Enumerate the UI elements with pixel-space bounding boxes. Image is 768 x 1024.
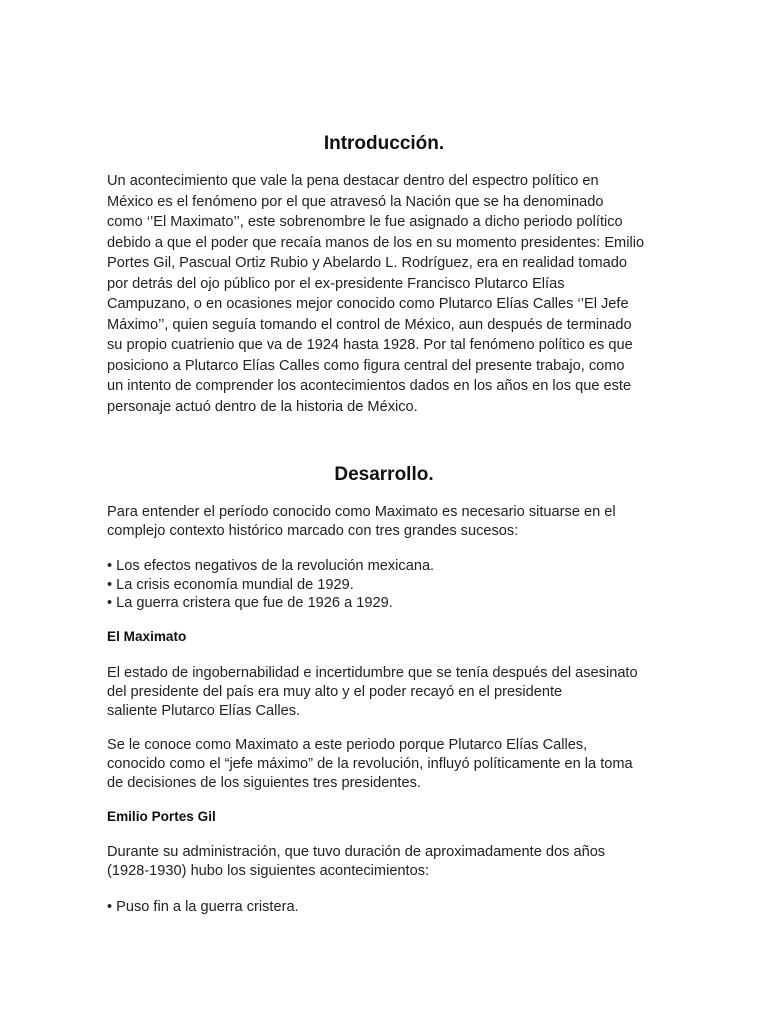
maximato-line: Se le conoce como Maximato a este periodo porque Plutarco Elías Calles, bbox=[107, 737, 588, 753]
intro-paragraph bbox=[107, 171, 667, 417]
maximato-line: de decisiones de los siguientes tres presidentes. bbox=[107, 775, 421, 791]
portes-gil-paragraph bbox=[107, 843, 667, 881]
intro-line: posiciono a Plutarco Elías Calles como figura central del presente trabajo, como bbox=[107, 357, 625, 374]
intro-line: debido a que el poder que recaía manos de los en su momento presidentes: Emilio bbox=[107, 234, 645, 251]
development-line: Para entender el período conocido como Maximato es necesario situarse en el bbox=[107, 504, 616, 520]
intro-line: un intento de comprender los acontecimientos dados en los años en los que este bbox=[107, 378, 632, 394]
bullet-icon: • bbox=[107, 595, 113, 611]
maximato-line: El estado de ingobernabilidad e incertidumbre que se tenía después del asesinato bbox=[107, 665, 638, 681]
list-item bbox=[107, 576, 667, 595]
list-item bbox=[107, 557, 667, 576]
maximato-line: conocido como el “jefe máximo” de la revolución, influyó políticamente en la toma bbox=[107, 756, 633, 772]
intro-line: Un acontecimiento que vale la pena destacar dentro del espectro político en bbox=[107, 173, 599, 189]
intro-line: Campuzano, o en ocasiones mejor conocido como Plutarco Elías Calles ‘’El Jefe bbox=[107, 296, 629, 312]
portes-gil-line: (1928-1930) hubo los siguientes acontecimientos: bbox=[107, 863, 430, 879]
bullet-icon: • bbox=[107, 558, 113, 574]
bullet-icon: • bbox=[107, 576, 113, 593]
maximato-line: saliente Plutarco Elías Calles. bbox=[107, 703, 301, 719]
portes-gil-events-list bbox=[107, 898, 667, 917]
intro-line: personaje actuó dentro de la historia de México. bbox=[107, 398, 418, 415]
list-item bbox=[107, 898, 667, 917]
portes-gil-heading: Emilio Portes Gil bbox=[107, 809, 216, 824]
intro-line: por detrás del ojo público por el ex-presidente Francisco Plutarco Elías bbox=[107, 275, 565, 292]
intro-line: Máximo’’, quien seguía tomando el control de México, aun después de terminado bbox=[107, 316, 632, 333]
portes-gil-line: Durante su administración, que tuvo duración de aproximadamente dos años bbox=[107, 844, 606, 860]
list-item bbox=[107, 594, 667, 613]
maximato-line: del presidente del país era muy alto y el poder recayó en el presidente bbox=[107, 684, 563, 700]
development-line: complejo contexto histórico marcado con tres grandes sucesos: bbox=[107, 523, 519, 539]
events-list bbox=[107, 557, 667, 613]
intro-heading: Introducción. bbox=[323, 133, 445, 154]
development-heading: Desarrollo. bbox=[334, 464, 434, 485]
maximato-heading: El Maximato bbox=[107, 629, 187, 644]
event-text: Los efectos negativos de la revolución mexicana. bbox=[116, 558, 435, 574]
maximato-paragraph-2 bbox=[107, 736, 667, 793]
event-text: Puso fin a la guerra cristera. bbox=[116, 899, 299, 915]
intro-line: como ‘’El Maximato’’, este sobrenombre le fue asignado a dicho periodo político bbox=[107, 214, 623, 230]
bullet-icon: • bbox=[107, 899, 113, 915]
development-intro bbox=[107, 503, 667, 541]
maximato-paragraph-1 bbox=[107, 664, 667, 721]
event-text: La guerra cristera que fue de 1926 a 1929. bbox=[116, 595, 393, 611]
intro-line: México es el fenómeno por el que atravesó la Nación que se ha denominado bbox=[107, 193, 604, 210]
intro-line: su propio cuatrienio que va de 1924 hasta 1928. Por tal fenómeno político es que bbox=[107, 337, 633, 353]
intro-line: Portes Gil, Pascual Ortiz Rubio y Abelardo L. Rodríguez, era en realidad tomado bbox=[107, 255, 627, 271]
event-text: La crisis economía mundial de 1929. bbox=[116, 576, 354, 593]
